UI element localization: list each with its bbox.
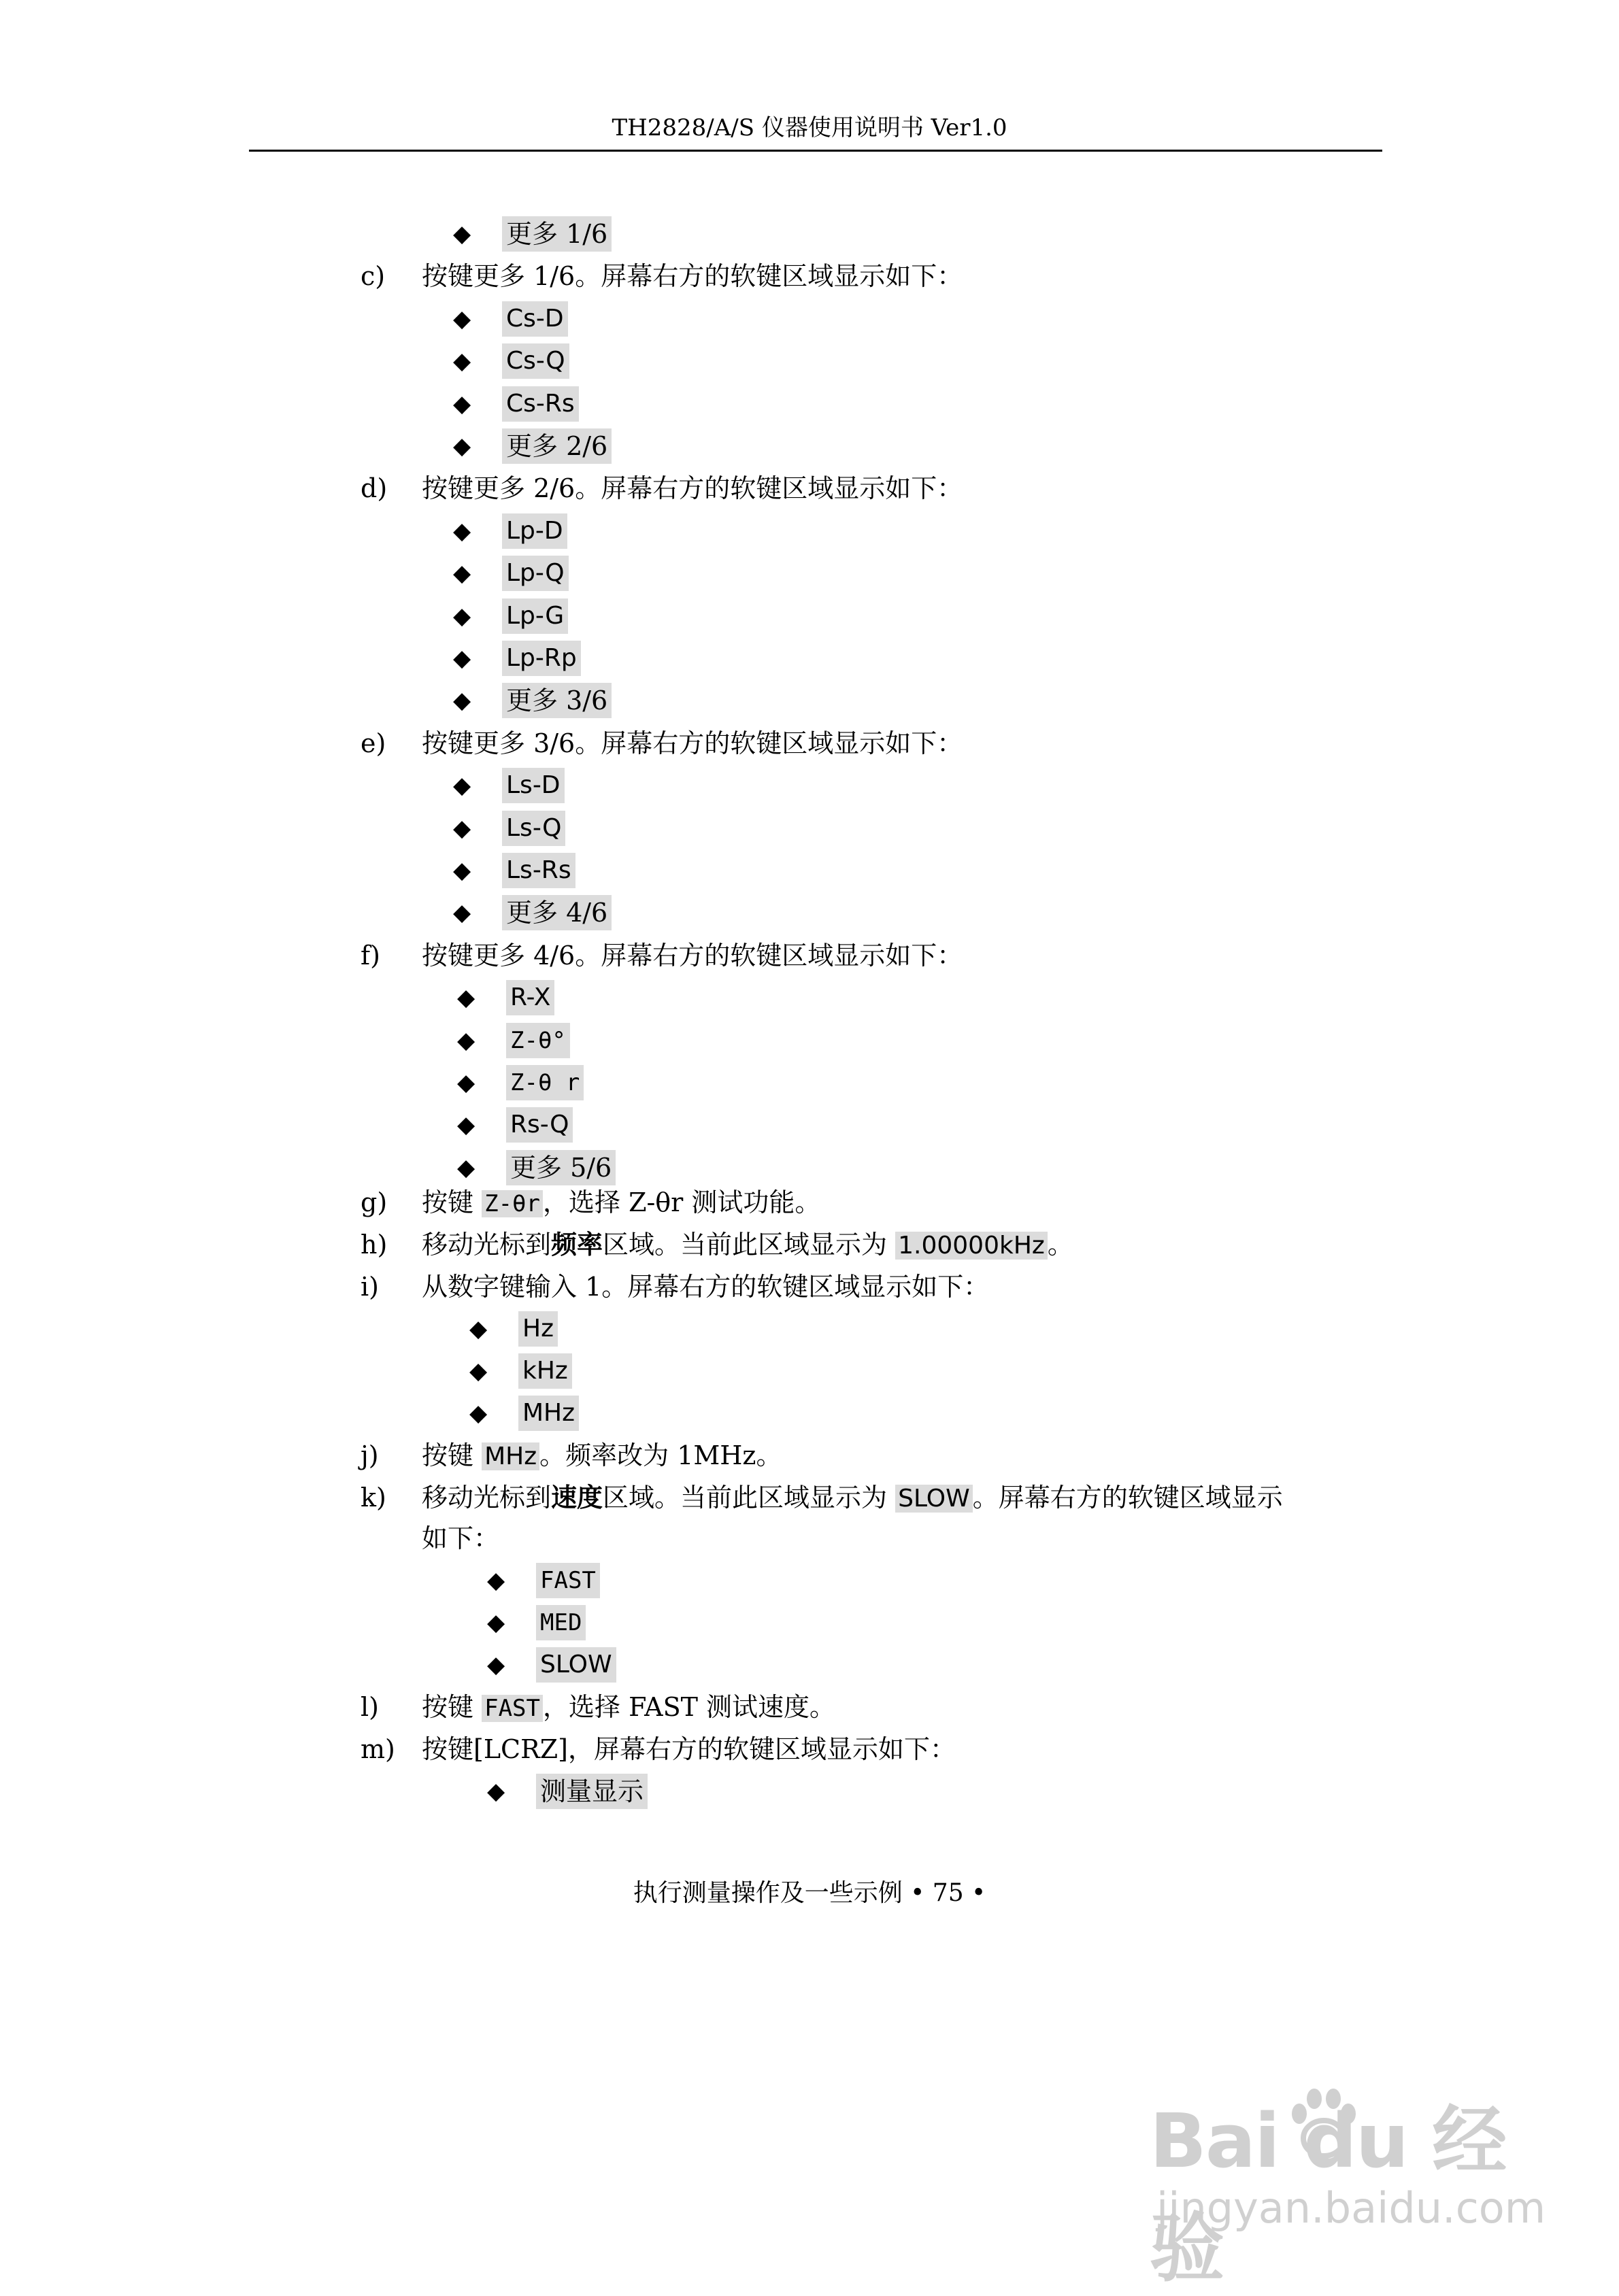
step-line xyxy=(0,469,1619,507)
diamond-bullet-icon: ◆ xyxy=(487,1651,505,1678)
step-label: i) xyxy=(361,1272,379,1302)
bullet-item xyxy=(0,300,1619,338)
softkey-label: kHz xyxy=(518,1353,572,1389)
softkey-label: Ls-Q xyxy=(502,811,565,846)
diamond-bullet-icon: ◆ xyxy=(453,815,471,842)
bullet-item xyxy=(0,385,1619,423)
watermark-url: jingyan.baidu.com xyxy=(1156,2183,1546,2233)
bullet-item xyxy=(0,979,1619,1017)
diamond-bullet-icon: ◆ xyxy=(453,220,471,248)
step-text: 按键更多 2/6。屏幕右方的软键区域显示如下： xyxy=(422,473,963,503)
softkey-label: Rs-Q xyxy=(506,1107,573,1143)
softkey-label: 更多 4/6 xyxy=(502,895,612,930)
softkey-label: 更多 3/6 xyxy=(502,683,612,718)
bullet-item xyxy=(0,1772,1619,1810)
diamond-bullet-icon: ◆ xyxy=(453,687,471,714)
diamond-bullet-icon: ◆ xyxy=(453,305,471,333)
bullet-item xyxy=(0,766,1619,805)
step-text: 按键 MHz 。频率改为 1MHz。 xyxy=(422,1440,782,1470)
bullet-item xyxy=(0,215,1619,253)
softkey-label: Hz xyxy=(518,1311,558,1347)
softkey-label: Z-θ° xyxy=(506,1023,570,1058)
step-text: 按键更多 3/6。屏幕右方的软键区域显示如下： xyxy=(422,728,963,758)
softkey-label: Lp-G xyxy=(502,598,568,634)
bullet-item xyxy=(0,681,1619,720)
bullet-item xyxy=(0,1561,1619,1600)
diamond-bullet-icon: ◆ xyxy=(469,1315,488,1343)
bullet-item xyxy=(0,554,1619,592)
step-text: 按键更多 1/6。屏幕右方的软键区域显示如下： xyxy=(422,261,963,291)
softkey-label: MED xyxy=(536,1605,586,1640)
diamond-bullet-icon: ◆ xyxy=(457,1069,475,1096)
step-label: f) xyxy=(361,941,380,970)
bullet-item xyxy=(0,1310,1619,1348)
step-label: d) xyxy=(361,473,388,503)
bullet-item xyxy=(0,809,1619,847)
step-text: 按键更多 4/6。屏幕右方的软键区域显示如下： xyxy=(422,941,963,970)
diamond-bullet-icon: ◆ xyxy=(457,984,475,1011)
step-label: g) xyxy=(361,1187,388,1217)
softkey-ref: FAST xyxy=(482,1695,543,1722)
bullet-item xyxy=(0,1352,1619,1390)
softkey-label: 测量显示 xyxy=(536,1774,648,1809)
header-rule xyxy=(249,150,1382,152)
softkey-label: 更多 2/6 xyxy=(502,428,612,464)
softkey-label: 更多 5/6 xyxy=(506,1150,616,1185)
step-label: l) xyxy=(361,1692,379,1722)
step-label: k) xyxy=(361,1483,386,1513)
bullet-item xyxy=(0,639,1619,677)
softkey-label: Lp-Rp xyxy=(502,641,581,676)
diamond-bullet-icon: ◆ xyxy=(469,1357,488,1385)
page-header-title: TH2828/A/S 仪器使用说明书 Ver1.0 xyxy=(612,114,1007,141)
diamond-bullet-icon: ◆ xyxy=(453,772,471,799)
step-label: m) xyxy=(361,1734,395,1764)
step-text: 从数字键输入 1。屏幕右方的软键区域显示如下： xyxy=(422,1272,990,1302)
step-text: 按键 Z-θr ，选择 Z-θr 测试功能。 xyxy=(422,1187,821,1217)
step-text: 移动光标到频率区域。当前此区域显示为 1.00000kHz 。 xyxy=(422,1229,1073,1260)
step-m xyxy=(0,1730,1619,1768)
softkey-ref: MHz xyxy=(482,1442,539,1470)
diamond-bullet-icon: ◆ xyxy=(457,1154,475,1181)
step-i xyxy=(0,1268,1619,1306)
bullet-item xyxy=(0,1106,1619,1144)
step-label: c) xyxy=(361,261,386,291)
bullet-item xyxy=(0,1022,1619,1060)
diamond-bullet-icon: ◆ xyxy=(457,1027,475,1054)
diamond-bullet-icon: ◆ xyxy=(453,899,471,926)
step-label: j) xyxy=(361,1440,379,1470)
bullet-item xyxy=(0,1149,1619,1187)
diamond-bullet-icon: ◆ xyxy=(453,433,471,460)
bullet-item xyxy=(0,851,1619,890)
diamond-bullet-icon: ◆ xyxy=(487,1778,505,1805)
softkey-label: Ls-D xyxy=(502,768,565,803)
diamond-bullet-icon: ◆ xyxy=(453,348,471,375)
diamond-bullet-icon: ◆ xyxy=(453,560,471,587)
softkey-label: Cs-D xyxy=(502,301,568,337)
diamond-bullet-icon: ◆ xyxy=(453,857,471,884)
step-h xyxy=(0,1226,1619,1264)
step-j xyxy=(0,1436,1619,1474)
step-text: 移动光标到速度区域。当前此区域显示为 SLOW 。屏幕右方的软键区域显示 xyxy=(422,1482,1283,1513)
page-footer: 执行测量操作及一些示例 • 75 • xyxy=(633,1879,986,1907)
softkey-label: MHz xyxy=(518,1396,579,1431)
softkey-label: Lp-D xyxy=(502,513,567,549)
diamond-bullet-icon: ◆ xyxy=(469,1400,488,1427)
softkey-label: SLOW xyxy=(536,1647,616,1683)
step-label: h) xyxy=(361,1230,388,1260)
diamond-bullet-icon: ◆ xyxy=(453,518,471,545)
step-g xyxy=(0,1183,1619,1221)
diamond-bullet-icon: ◆ xyxy=(453,603,471,630)
bullet-item xyxy=(0,427,1619,465)
step-line xyxy=(0,724,1619,762)
step-line xyxy=(0,257,1619,295)
bullet-item xyxy=(0,1604,1619,1642)
bullet-item xyxy=(0,1064,1619,1102)
step-text: 按键 FAST ，选择 FAST 测试速度。 xyxy=(422,1692,836,1722)
softkey-label: 更多 1/6 xyxy=(502,216,612,252)
step-line xyxy=(0,936,1619,975)
softkey-label: FAST xyxy=(536,1563,600,1598)
bullet-item xyxy=(0,1394,1619,1432)
watermark-logo-text: Bai du 经验 xyxy=(1150,2097,1506,2292)
bullet-item xyxy=(0,512,1619,550)
softkey-label: Cs-Q xyxy=(502,343,569,379)
step-text: 如下： xyxy=(422,1523,500,1553)
step-text: 按键[LCRZ]，屏幕右方的软键区域显示如下： xyxy=(422,1734,956,1764)
field-value: SLOW xyxy=(895,1485,973,1513)
bullet-item xyxy=(0,597,1619,635)
step-k-continuation xyxy=(0,1519,1619,1557)
diamond-bullet-icon: ◆ xyxy=(457,1111,475,1138)
diamond-bullet-icon: ◆ xyxy=(487,1567,505,1594)
bullet-item xyxy=(0,342,1619,380)
softkey-label: R-X xyxy=(506,980,554,1015)
step-l xyxy=(0,1688,1619,1726)
step-k xyxy=(0,1479,1619,1517)
baidu-jingyan-watermark xyxy=(1150,2081,1546,2292)
softkey-ref: Z-θr xyxy=(482,1190,543,1217)
field-value: 1.00000kHz xyxy=(895,1232,1048,1260)
diamond-bullet-icon: ◆ xyxy=(487,1609,505,1636)
softkey-label: Z-θ r xyxy=(506,1065,584,1100)
diamond-bullet-icon: ◆ xyxy=(453,645,471,672)
softkey-label: Ls-Rs xyxy=(502,853,575,888)
bullet-item xyxy=(0,1646,1619,1684)
softkey-label: Cs-Rs xyxy=(502,386,579,422)
step-label: e) xyxy=(361,728,386,758)
softkey-label: Lp-Q xyxy=(502,556,569,591)
bullet-item xyxy=(0,894,1619,932)
diamond-bullet-icon: ◆ xyxy=(453,390,471,418)
